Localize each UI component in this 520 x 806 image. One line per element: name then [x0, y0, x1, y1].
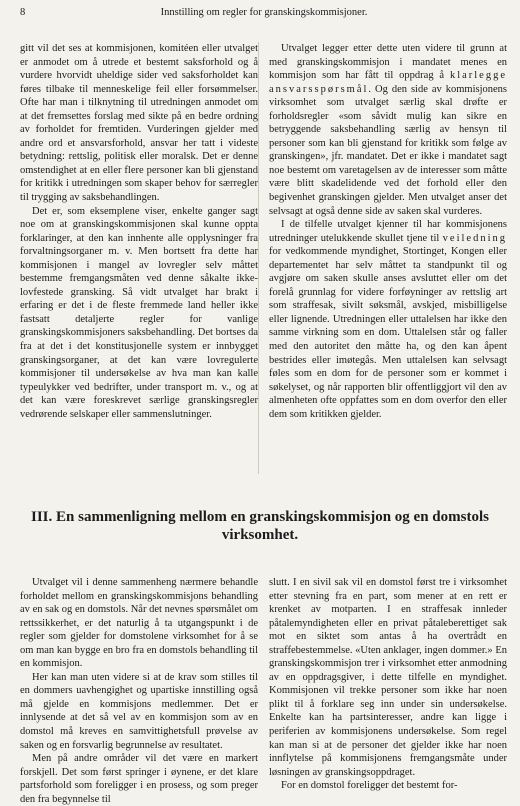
right-column-bottom	[269, 576, 507, 793]
left-column-bottom	[20, 576, 258, 806]
text-run: Utvalget legger etter dette uten videre til grunn at med granskingskommisjon i mandatet menes en kommisjon som har fått til oppdrag å	[269, 43, 507, 82]
paragraph: Men på andre områder vil det være en markert forskjell. Det som først springer i øynene, er det klare partsforhold som foreligger i en prosess, og som preger den fra begynnelse til	[20, 753, 258, 805]
spaced-emphasis: veiledning	[442, 232, 507, 244]
running-title: Innstilling om regler for granskingskommisjoner.	[160, 7, 368, 18]
text-run: for vedkommende myndighet, Stortinget, Kongen eller departementet har selv måttet ta standpunkt til og avgjøre om saken skulle anses avsluttet eller om det forelå grunnlag for videre forføyninger av rettslig art som straffesak, sivilt søksmål, avskjed, misbilligelse eller lignende. Utredningen eller uttalelsen har ikke den samme virkning som en dom. Uttalelsen står og faller med den autoritet den måtte ha, og den kan åpent bestrides eller imøtegås. Men uttalelsen kan selvsagt føles som en dom for de personer som er kommet i søkelyset, og når rapporten blir offentliggjort vil den av almenheten ofte oppfattes som en dom overfor den eller dem som kritikken gjelder.	[269, 246, 507, 420]
paragraph: Her kan man uten videre si at de krav som stilles til en dommers uavhengighet og upartiske innstilling også må gjelde en kommisjons medlemmer. Det er innlysende at det så vel av en kommisjon som av en domstol må kreves en samvittighetsfull prøvelse av saken og en forsvarlig begrunnelse av resultatet.	[20, 671, 258, 751]
page-number: 8	[20, 7, 26, 18]
paragraph: slutt. I en sivil sak vil en domstol først tre i virksomhet etter stevning fra en part, som mener at en rett er krenket av motparten. I en straffesak innleder påtalemyndigheten eller en privat påtaleberettiget sak mot en siktet som antas å ha overtrådt en straffebestemmelse. «Uten anklager, ingen dommer.» En granskingskommisjon trer i virksomhet etter anmodning av en oppdragsgiver, i dette tilfelle en myndighet. Kommisjonen vil trekke personer som ikke har noen plikt til å forklare seg inn under sin undersøkelse. Enkelte kan ha partsinteresser, andre kan ligge i periferien av kommisjonens undersøkelse. Som regel kan man si at de personer det gjelder ikke har noen innflytelse på kommisjonens fremgangsmåte under løsningen av granskingsoppdraget.	[269, 577, 507, 778]
paragraph: For en domstol foreligger det bestemt for-	[281, 780, 458, 792]
paragraph	[269, 218, 507, 421]
spaced-emphasis: klarlegge ansvarsspørsmål	[269, 70, 507, 95]
paragraph: Det er, som eksemplene viser, enkelte ganger sagt noe om at granskingskommisjonen skal kunne oppta forklaringer, at den kan innhente alle opplysninger fra forvaltningsorganer m. v. Men bortsett fra dette har kommisjonen i mangel av lovregler selv måttet bestemme fremgangsmåten ved denne såkalte ikke-lovfestede gransking. Så vidt utvalget har brakt i erfaring er det i de fleste fremmede land heller ikke fastsatt detaljerte regler for vanlige granskingskommisjoners saksbehandling. Det bortses da fra at det i det konstitusjonelle system er innbygget granskingsorganer, at det kan være lovregulerte kommisjoner til undersøkelse av hva man kan kalle typeulykker ved bedrifter, under transport m. v., og at det kan være foreskrevet særlige granskingsregler vedrørende selskaper eller sammenslutninger.	[20, 205, 258, 420]
paragraph: Utvalget vil i denne sammenheng nærmere behandle forholdet mellom en granskingskommisjons behandling av en sak og en domstols. Når det nevnes spørsmålet om rettssikkerhet, er det naturlig å ta utgangspunkt i de regler som gjelder for domstolene virksomhet for å se om man kan bygge en bro fra en domstols behandling til en kommisjon.	[20, 577, 258, 670]
paragraph: gitt vil det ses at kommisjonen, komitéen eller utvalget er anmodet om å utrede et bestemt saksforhold og å vurdere hvorvidt uheldige sider ved saksforholdet kan føres tilbake til menneskelige feil eller forsømmelser. Ofte har man i tilknytning til utredningen anmodet om at det fremsettes forslag med sikte på en bedre ordning av forholdet for fremtiden. Vurderingen gjelder med andre ord et ansvarsforhold, ansvar her tatt i videste betydning: rettslig, politisk eller moralsk. Det er denne omstendighet at en eller flere personer kan bli gjenstand for kritikk i utredningen som skaper behov for særregler til trygging av saksbehandlingen.	[20, 43, 258, 204]
text-run: I de tilfelle utvalget kjenner til har kommisjonens utredninger utelukkende skullet tjene til	[269, 219, 507, 244]
paragraph	[269, 42, 507, 218]
text-run: . Og den side av kommisjonens virksomhet som utvalget særlig skal drøfte er forholdsregler «som såvidt mulig kan sikre en betryggende saksbehandling særlig av hensyn til personer som kan bli gjenstand for kritikk som følge av granskingen», jfr. mandatet. Det er ikke i mandatet sagt noe bestemt om varetagelsen av de interesser som måtte være blitt skadelidende ved det forhold eller den begivenhet granskingen gjelder. Men utvalget anser det selvsagt at også denne side av saken skal vurderes.	[269, 83, 507, 217]
column-divider	[258, 42, 259, 474]
section-heading: III. En sammenligning mellom en granskingskommisjon og en domstols virksomhet.	[31, 509, 489, 543]
left-column-top	[20, 42, 258, 421]
right-column-top	[269, 42, 507, 421]
